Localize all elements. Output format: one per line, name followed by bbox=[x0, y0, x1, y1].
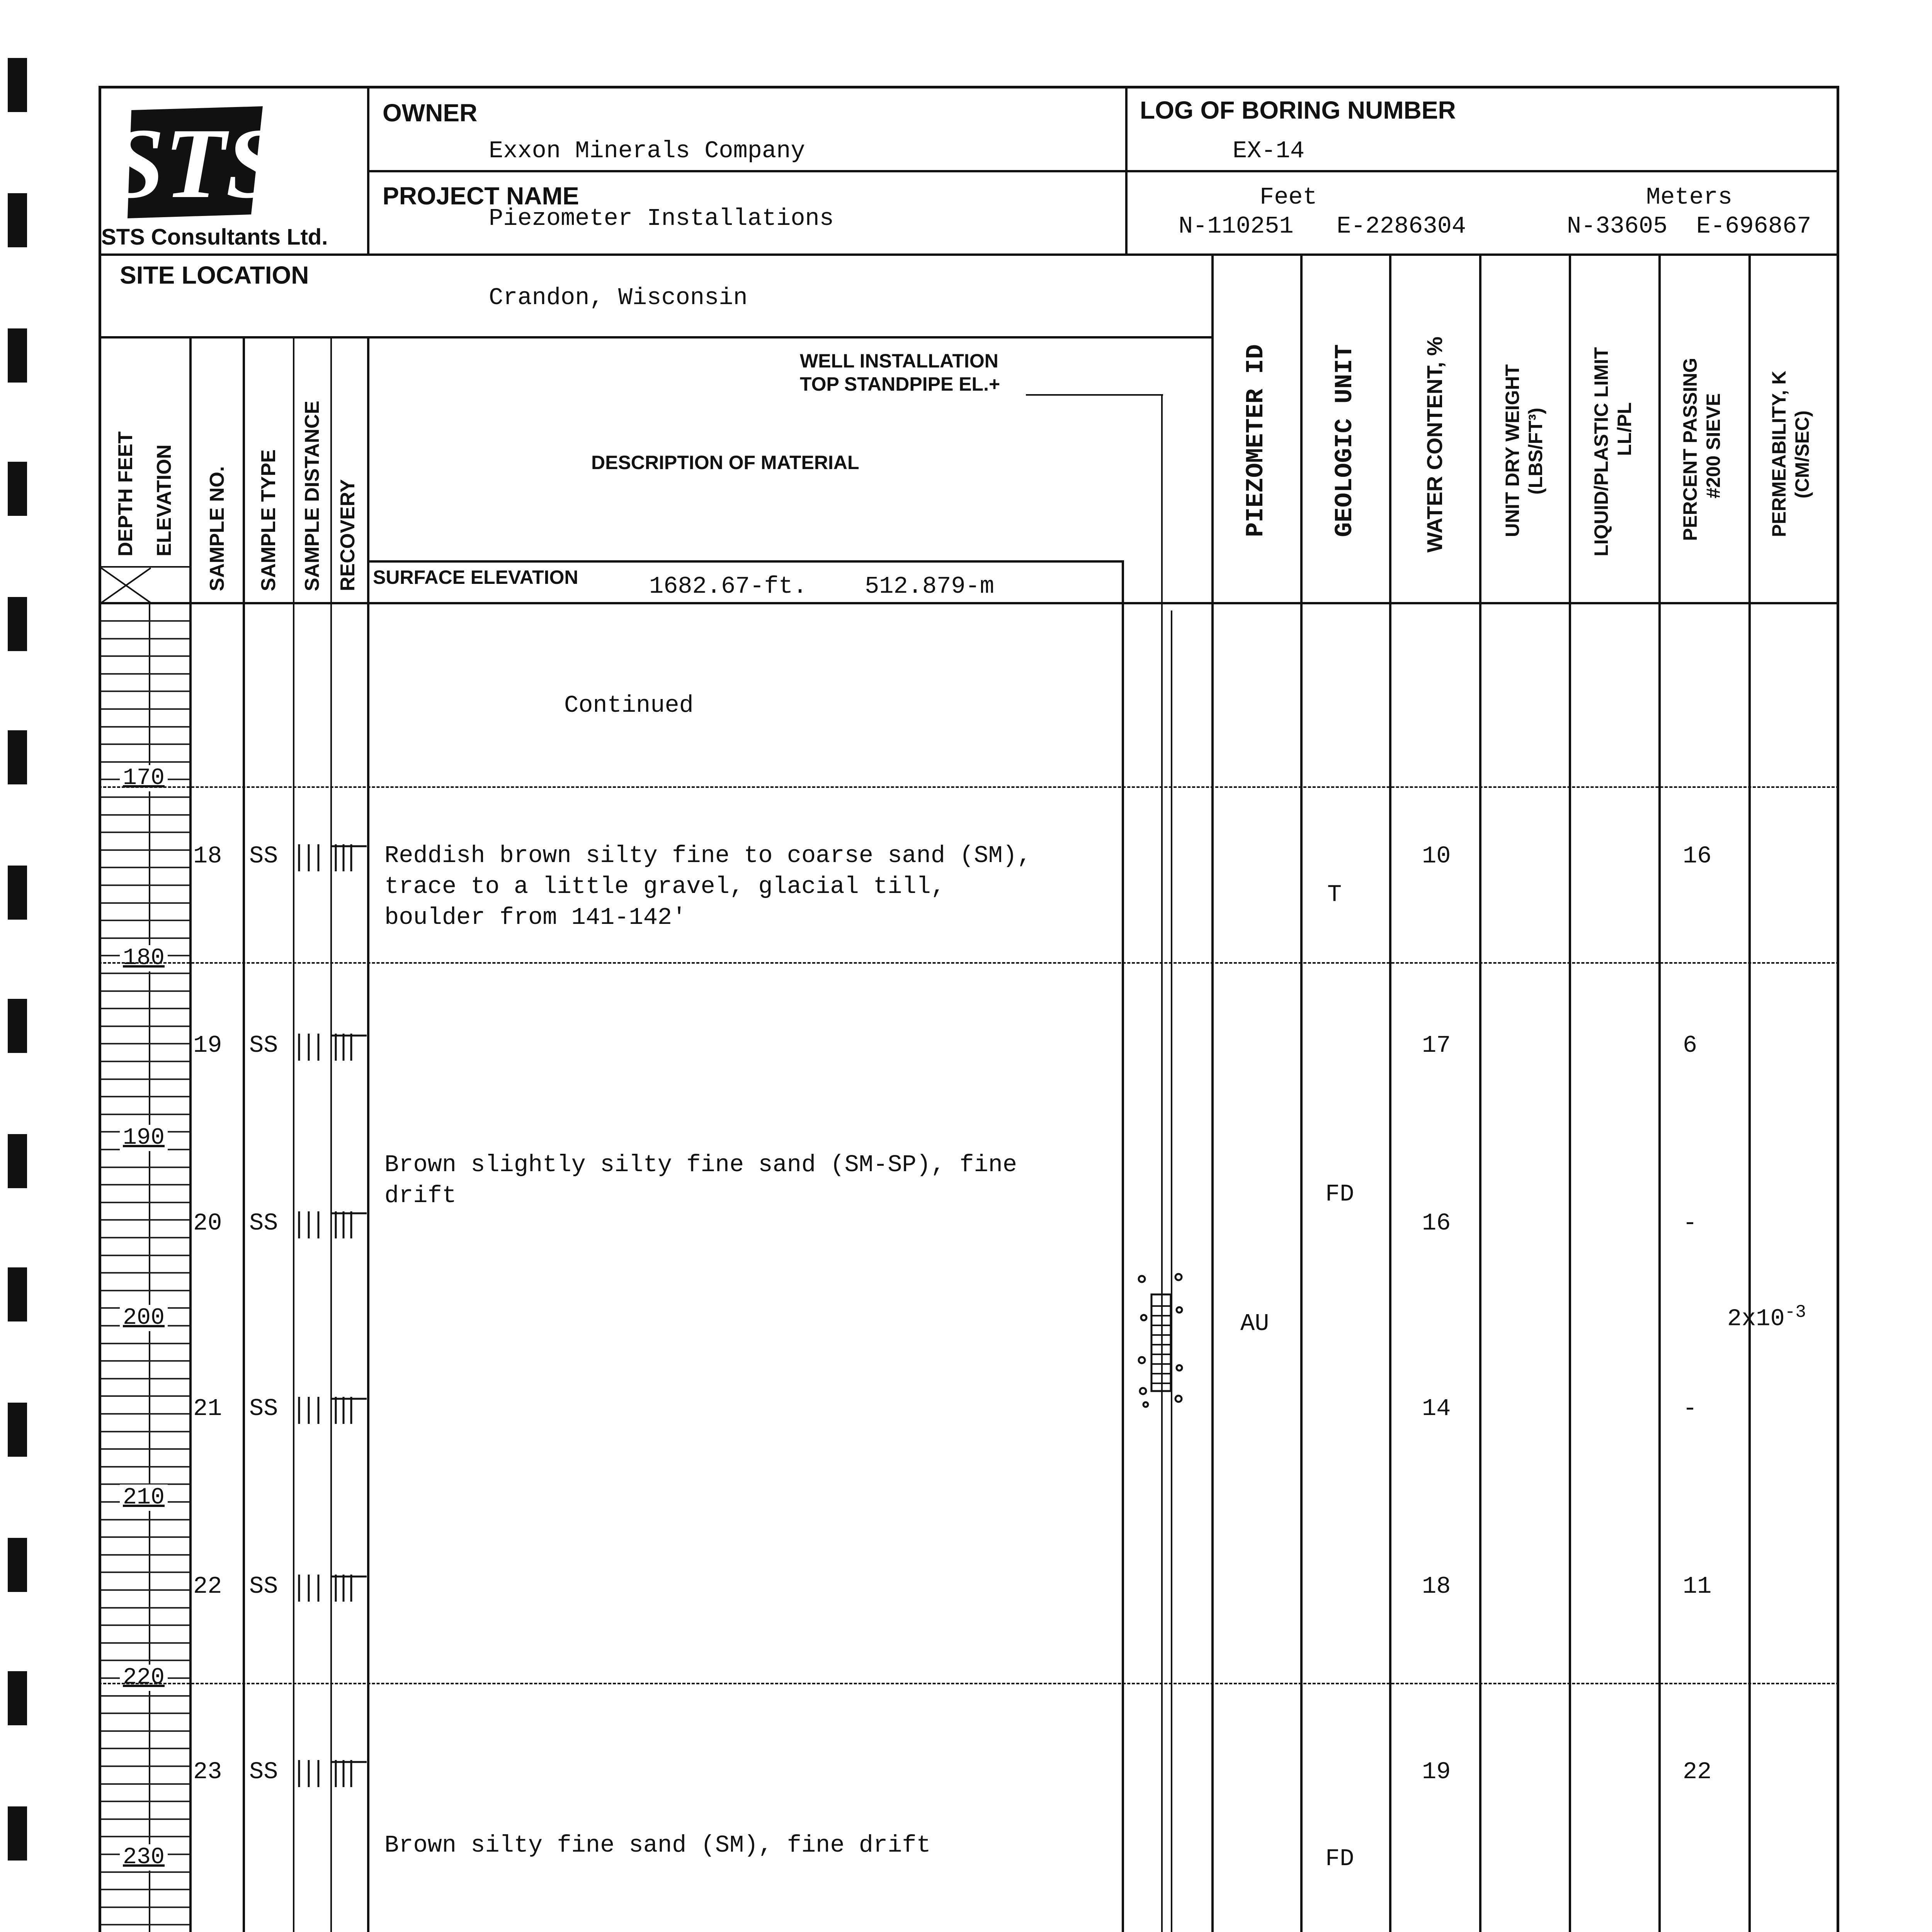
logo-text: STS bbox=[108, 108, 282, 219]
depth-tick bbox=[101, 1607, 189, 1609]
col-geologic-unit: GEOLOGIC UNIT bbox=[1331, 344, 1359, 537]
depth-tick bbox=[101, 990, 189, 992]
depth-tick bbox=[101, 1589, 189, 1591]
company-name: STS Consultants Ltd. bbox=[101, 224, 328, 250]
feet-coords: N-110251 E-2286304 bbox=[1179, 213, 1466, 240]
depth-label: 200 bbox=[120, 1305, 168, 1331]
sample-type: SS bbox=[249, 842, 278, 870]
depth-tick bbox=[101, 673, 189, 675]
col-sample-type: SAMPLE TYPE bbox=[257, 449, 280, 591]
sample-interval-marks bbox=[295, 1760, 367, 1787]
description-fine-drift-2: Brown silty fine sand (SM), fine drift bbox=[384, 1832, 931, 1859]
depth-label: 180 bbox=[120, 945, 168, 971]
piezometer-id-value: AU bbox=[1240, 1310, 1269, 1337]
depth-tick bbox=[101, 1519, 189, 1520]
sample-type: SS bbox=[249, 1573, 278, 1600]
percent-passing-value: 16 bbox=[1683, 842, 1712, 870]
boring-number: EX-14 bbox=[1233, 137, 1305, 165]
binder-hole bbox=[8, 1538, 27, 1592]
col-description: DESCRIPTION OF MATERIAL bbox=[591, 452, 859, 473]
meters-label: Meters bbox=[1646, 184, 1733, 211]
col-percent-passing: PERCENT PASSING bbox=[1679, 357, 1701, 541]
col-unit-dry-weight-units: (LBS/FT³) bbox=[1525, 408, 1546, 495]
depth-tick bbox=[101, 1378, 189, 1379]
depth-label: 220 bbox=[120, 1665, 168, 1691]
owner-value: Exxon Minerals Company bbox=[489, 137, 805, 165]
sample-number: 21 bbox=[193, 1395, 222, 1422]
percent-passing-value: 6 bbox=[1683, 1032, 1697, 1059]
depth-tick bbox=[101, 1290, 189, 1291]
depth-tick bbox=[101, 726, 189, 728]
depth-tick bbox=[101, 849, 189, 851]
col-elevation: ELEVATION bbox=[153, 444, 175, 556]
sample-interval-marks bbox=[295, 1211, 367, 1238]
depth-tick bbox=[101, 1554, 189, 1556]
depth-tick bbox=[101, 796, 189, 798]
col-water-content: WATER CONTENT, % bbox=[1422, 337, 1447, 553]
depth-label: 190 bbox=[120, 1125, 168, 1151]
depth-tick bbox=[101, 1765, 189, 1767]
col-piezometer-id: PIEZOMETER ID bbox=[1242, 344, 1270, 537]
depth-tick bbox=[101, 1184, 189, 1185]
sample-number: 22 bbox=[193, 1573, 222, 1600]
depth-tick bbox=[101, 1272, 189, 1274]
col-top-standpipe: TOP STANDPIPE EL.+ bbox=[800, 373, 1000, 395]
col-percent-passing-sub: #200 SIEVE bbox=[1702, 393, 1724, 498]
permeability-exponent: -3 bbox=[1784, 1302, 1806, 1322]
depth-tick bbox=[101, 620, 189, 622]
depth-tick bbox=[101, 743, 189, 745]
depth-tick bbox=[101, 1255, 189, 1256]
depth-tick bbox=[101, 1818, 189, 1820]
percent-passing-value: - bbox=[1683, 1395, 1697, 1422]
depth-tick bbox=[101, 1571, 189, 1573]
depth-label: 170 bbox=[120, 765, 168, 791]
depth-tick bbox=[101, 1096, 189, 1097]
depth-tick bbox=[101, 708, 189, 710]
col-sample-distance: SAMPLE DISTANCE bbox=[301, 400, 323, 591]
depth-tick bbox=[101, 1448, 189, 1450]
water-content-value: 17 bbox=[1422, 1032, 1451, 1059]
depth-tick bbox=[101, 1906, 189, 1908]
depth-tick bbox=[101, 1061, 189, 1062]
depth-tick bbox=[101, 973, 189, 974]
meters-coords: N-33605 E-696867 bbox=[1567, 213, 1811, 240]
binder-hole bbox=[8, 1806, 27, 1861]
water-content-value: 19 bbox=[1422, 1758, 1451, 1786]
sample-interval-marks bbox=[295, 1575, 367, 1602]
log-label: LOG OF BORING NUMBER bbox=[1140, 96, 1456, 124]
depth-tick bbox=[101, 1008, 189, 1009]
sample-interval-marks bbox=[295, 1034, 367, 1061]
continued-top: Continued bbox=[564, 692, 694, 719]
col-recovery: RECOVERY bbox=[337, 479, 359, 591]
binder-hole bbox=[8, 597, 27, 651]
depth-tick bbox=[101, 1043, 189, 1044]
sample-type: SS bbox=[249, 1395, 278, 1422]
depth-tick bbox=[101, 1889, 189, 1890]
depth-tick bbox=[101, 1219, 189, 1221]
sts-logo-mark bbox=[108, 99, 282, 226]
col-depth-feet: DEPTH FEET bbox=[114, 431, 137, 556]
col-liquid-plastic-sub: LL/PL bbox=[1614, 402, 1635, 456]
water-content-value: 16 bbox=[1422, 1209, 1451, 1237]
binder-hole bbox=[8, 1403, 27, 1457]
depth-tick bbox=[101, 690, 189, 692]
depth-tick bbox=[101, 1078, 189, 1080]
sample-interval-marks bbox=[295, 1397, 367, 1424]
depth-tick bbox=[101, 1343, 189, 1344]
depth-tick bbox=[101, 814, 189, 816]
project-label: PROJECT NAME bbox=[383, 182, 579, 210]
percent-passing-value: 22 bbox=[1683, 1758, 1712, 1786]
binder-hole bbox=[8, 1267, 27, 1321]
col-liquid-plastic: LIQUID/PLASTIC LIMIT bbox=[1590, 347, 1612, 556]
feet-label: Feet bbox=[1260, 184, 1317, 211]
percent-passing-value: 11 bbox=[1683, 1573, 1712, 1600]
depth-tick bbox=[101, 1713, 189, 1714]
binder-hole bbox=[8, 866, 27, 920]
binder-hole bbox=[8, 193, 27, 247]
col-permeability: PERMEABILITY, K bbox=[1768, 371, 1790, 537]
depth-tick bbox=[101, 1748, 189, 1749]
binder-hole bbox=[8, 999, 27, 1053]
sample-type: SS bbox=[249, 1032, 278, 1059]
depth-tick bbox=[101, 902, 189, 904]
depth-tick bbox=[101, 937, 189, 939]
depth-tick bbox=[101, 920, 189, 921]
permeability-value bbox=[1727, 1302, 1806, 1333]
col-sample-no: SAMPLE NO. bbox=[206, 466, 228, 591]
col-permeability-units: (CM/SEC) bbox=[1791, 410, 1813, 498]
sts-logo bbox=[108, 99, 282, 226]
geologic-unit-t: T bbox=[1327, 881, 1342, 908]
depth-tick bbox=[101, 1167, 189, 1168]
depth-label: 230 bbox=[120, 1844, 168, 1871]
depth-tick bbox=[101, 832, 189, 833]
depth-label: 210 bbox=[120, 1485, 168, 1511]
sample-number: 19 bbox=[193, 1032, 222, 1059]
sample-number: 20 bbox=[193, 1209, 222, 1237]
depth-tick bbox=[101, 867, 189, 868]
sample-number: 18 bbox=[193, 842, 222, 870]
depth-tick bbox=[101, 1431, 189, 1432]
geologic-unit-fd-2: FD bbox=[1325, 1845, 1354, 1872]
binder-hole bbox=[8, 1671, 27, 1725]
description-fine-drift-1: Brown slightly silty fine sand (SM-SP), fine drift bbox=[384, 1151, 1017, 1209]
depth-tick bbox=[101, 1783, 189, 1785]
depth-tick bbox=[101, 655, 189, 657]
permeability-base: 2x10 bbox=[1727, 1305, 1785, 1333]
water-content-value: 14 bbox=[1422, 1395, 1451, 1422]
depth-tick bbox=[101, 1466, 189, 1468]
depth-tick bbox=[101, 1114, 189, 1115]
depth-tick bbox=[101, 1924, 189, 1925]
depth-tick bbox=[101, 1624, 189, 1626]
depth-elevation-crossbox bbox=[101, 568, 151, 603]
project-value: Piezometer Installations bbox=[489, 205, 834, 232]
depth-tick bbox=[101, 1360, 189, 1362]
binder-hole bbox=[8, 1134, 27, 1188]
binder-hole bbox=[8, 730, 27, 784]
depth-tick bbox=[101, 1660, 189, 1661]
water-content-value: 18 bbox=[1422, 1573, 1451, 1600]
depth-tick bbox=[101, 1237, 189, 1238]
well-screen-icon bbox=[1136, 1271, 1186, 1410]
depth-tick bbox=[101, 1801, 189, 1802]
water-content-value: 10 bbox=[1422, 842, 1451, 870]
depth-tick bbox=[101, 1695, 189, 1697]
depth-tick bbox=[101, 1026, 189, 1027]
site-value: Crandon, Wisconsin bbox=[489, 284, 748, 311]
depth-tick bbox=[101, 761, 189, 763]
percent-passing-value: - bbox=[1683, 1209, 1697, 1237]
geologic-unit-fd-1: FD bbox=[1325, 1180, 1354, 1208]
surface-elevation-value: 1682.67-ft. 512.879-m bbox=[649, 573, 994, 600]
depth-tick bbox=[101, 1536, 189, 1538]
site-label: SITE LOCATION bbox=[120, 261, 309, 289]
depth-tick bbox=[101, 1395, 189, 1397]
col-well-installation: WELL INSTALLATION bbox=[800, 350, 998, 372]
binder-hole bbox=[8, 58, 27, 112]
sample-number: 23 bbox=[193, 1758, 222, 1786]
sample-type: SS bbox=[249, 1209, 278, 1237]
depth-tick bbox=[101, 1730, 189, 1732]
binder-hole bbox=[8, 328, 27, 383]
depth-tick bbox=[101, 638, 189, 639]
depth-tick bbox=[101, 884, 189, 886]
surface-elevation-label: SURFACE ELEVATION bbox=[373, 566, 578, 588]
depth-tick bbox=[101, 1836, 189, 1837]
depth-tick bbox=[101, 1202, 189, 1203]
col-unit-dry-weight: UNIT DRY WEIGHT bbox=[1502, 364, 1523, 537]
sample-interval-marks bbox=[295, 844, 367, 871]
depth-tick bbox=[101, 1871, 189, 1873]
owner-label: OWNER bbox=[383, 99, 478, 127]
sample-type: SS bbox=[249, 1758, 278, 1786]
depth-tick bbox=[101, 1642, 189, 1644]
description-till: Reddish brown silty fine to coarse sand (SM), trace to a little gravel, glacial till, boulder from 141-142' bbox=[384, 842, 1032, 931]
binder-hole bbox=[8, 462, 27, 516]
depth-tick bbox=[101, 1413, 189, 1415]
